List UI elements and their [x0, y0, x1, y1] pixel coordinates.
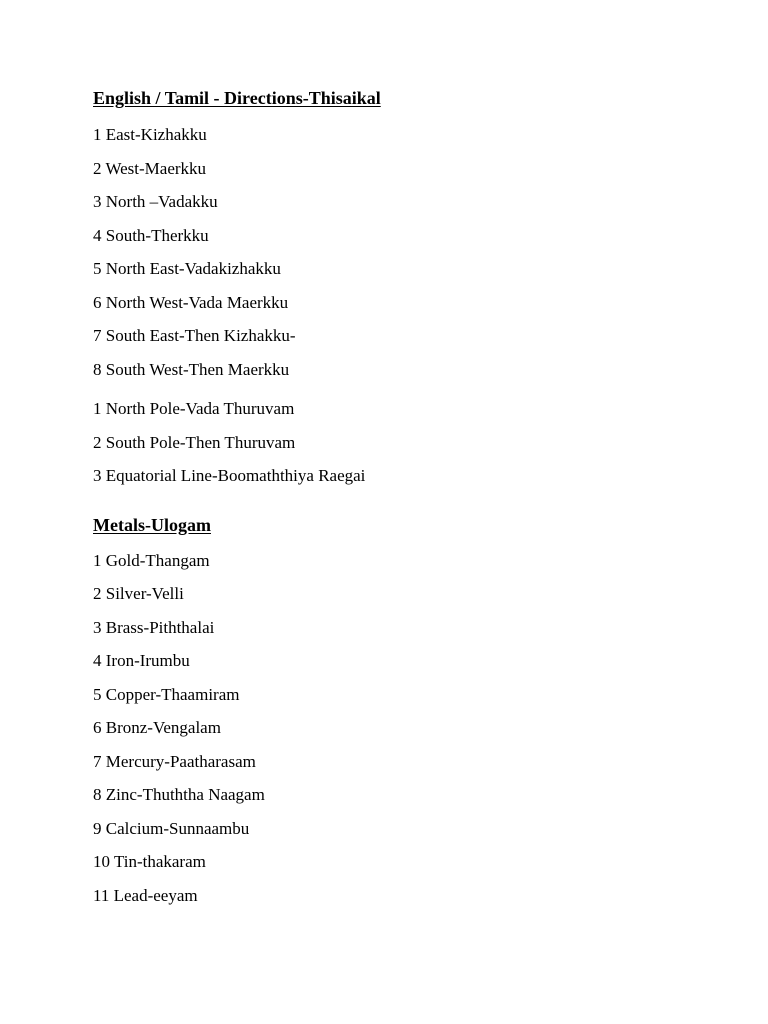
list-item: 3 North –Vadakku	[93, 192, 218, 211]
poles-list	[93, 398, 733, 499]
list-item: 7 South East-Then Kizhakku-	[93, 326, 296, 345]
list-item: 2 South Pole-Then Thuruvam	[93, 432, 296, 452]
directions-heading: English / Tamil - Directions-Thisaikal	[93, 88, 381, 108]
document-page	[93, 86, 733, 918]
metals-list	[93, 550, 733, 919]
list-item: 2 Silver-Velli	[93, 584, 184, 603]
list-item: 8 South West-Then Maerkku	[93, 359, 290, 379]
list-item: 3 Brass-Piththalai	[93, 617, 215, 637]
list-item: 6 North West-Vada Maerkku	[93, 292, 289, 312]
list-item: 2 West-Maerkku	[93, 158, 207, 178]
list-item: 11 Lead-eeyam	[93, 885, 198, 905]
list-item: 3 Equatorial Line-Boomaththiya Raegai	[93, 466, 366, 485]
list-item: 8 Zinc-Thuththa Naagam	[93, 785, 265, 804]
list-item: 10 Tin-thakaram	[93, 852, 206, 871]
list-item: 6 Bronz-Vengalam	[93, 718, 221, 737]
list-item: 1 East-Kizhakku	[93, 125, 207, 144]
list-item: 9 Calcium-Sunnaambu	[93, 818, 250, 838]
list-item: 1 Gold-Thangam	[93, 550, 210, 570]
list-item: 4 Iron-Irumbu	[93, 651, 190, 670]
list-item: 7 Mercury-Paatharasam	[93, 751, 256, 771]
list-item: 4 South-Therkku	[93, 225, 209, 245]
list-item: 5 North East-Vadakizhakku	[93, 259, 281, 278]
metals-heading: Metals-Ulogam	[93, 514, 211, 535]
list-item: 5 Copper-Thaamiram	[93, 684, 240, 704]
list-item: 1 North Pole-Vada Thuruvam	[93, 399, 295, 418]
directions-list	[93, 124, 733, 392]
